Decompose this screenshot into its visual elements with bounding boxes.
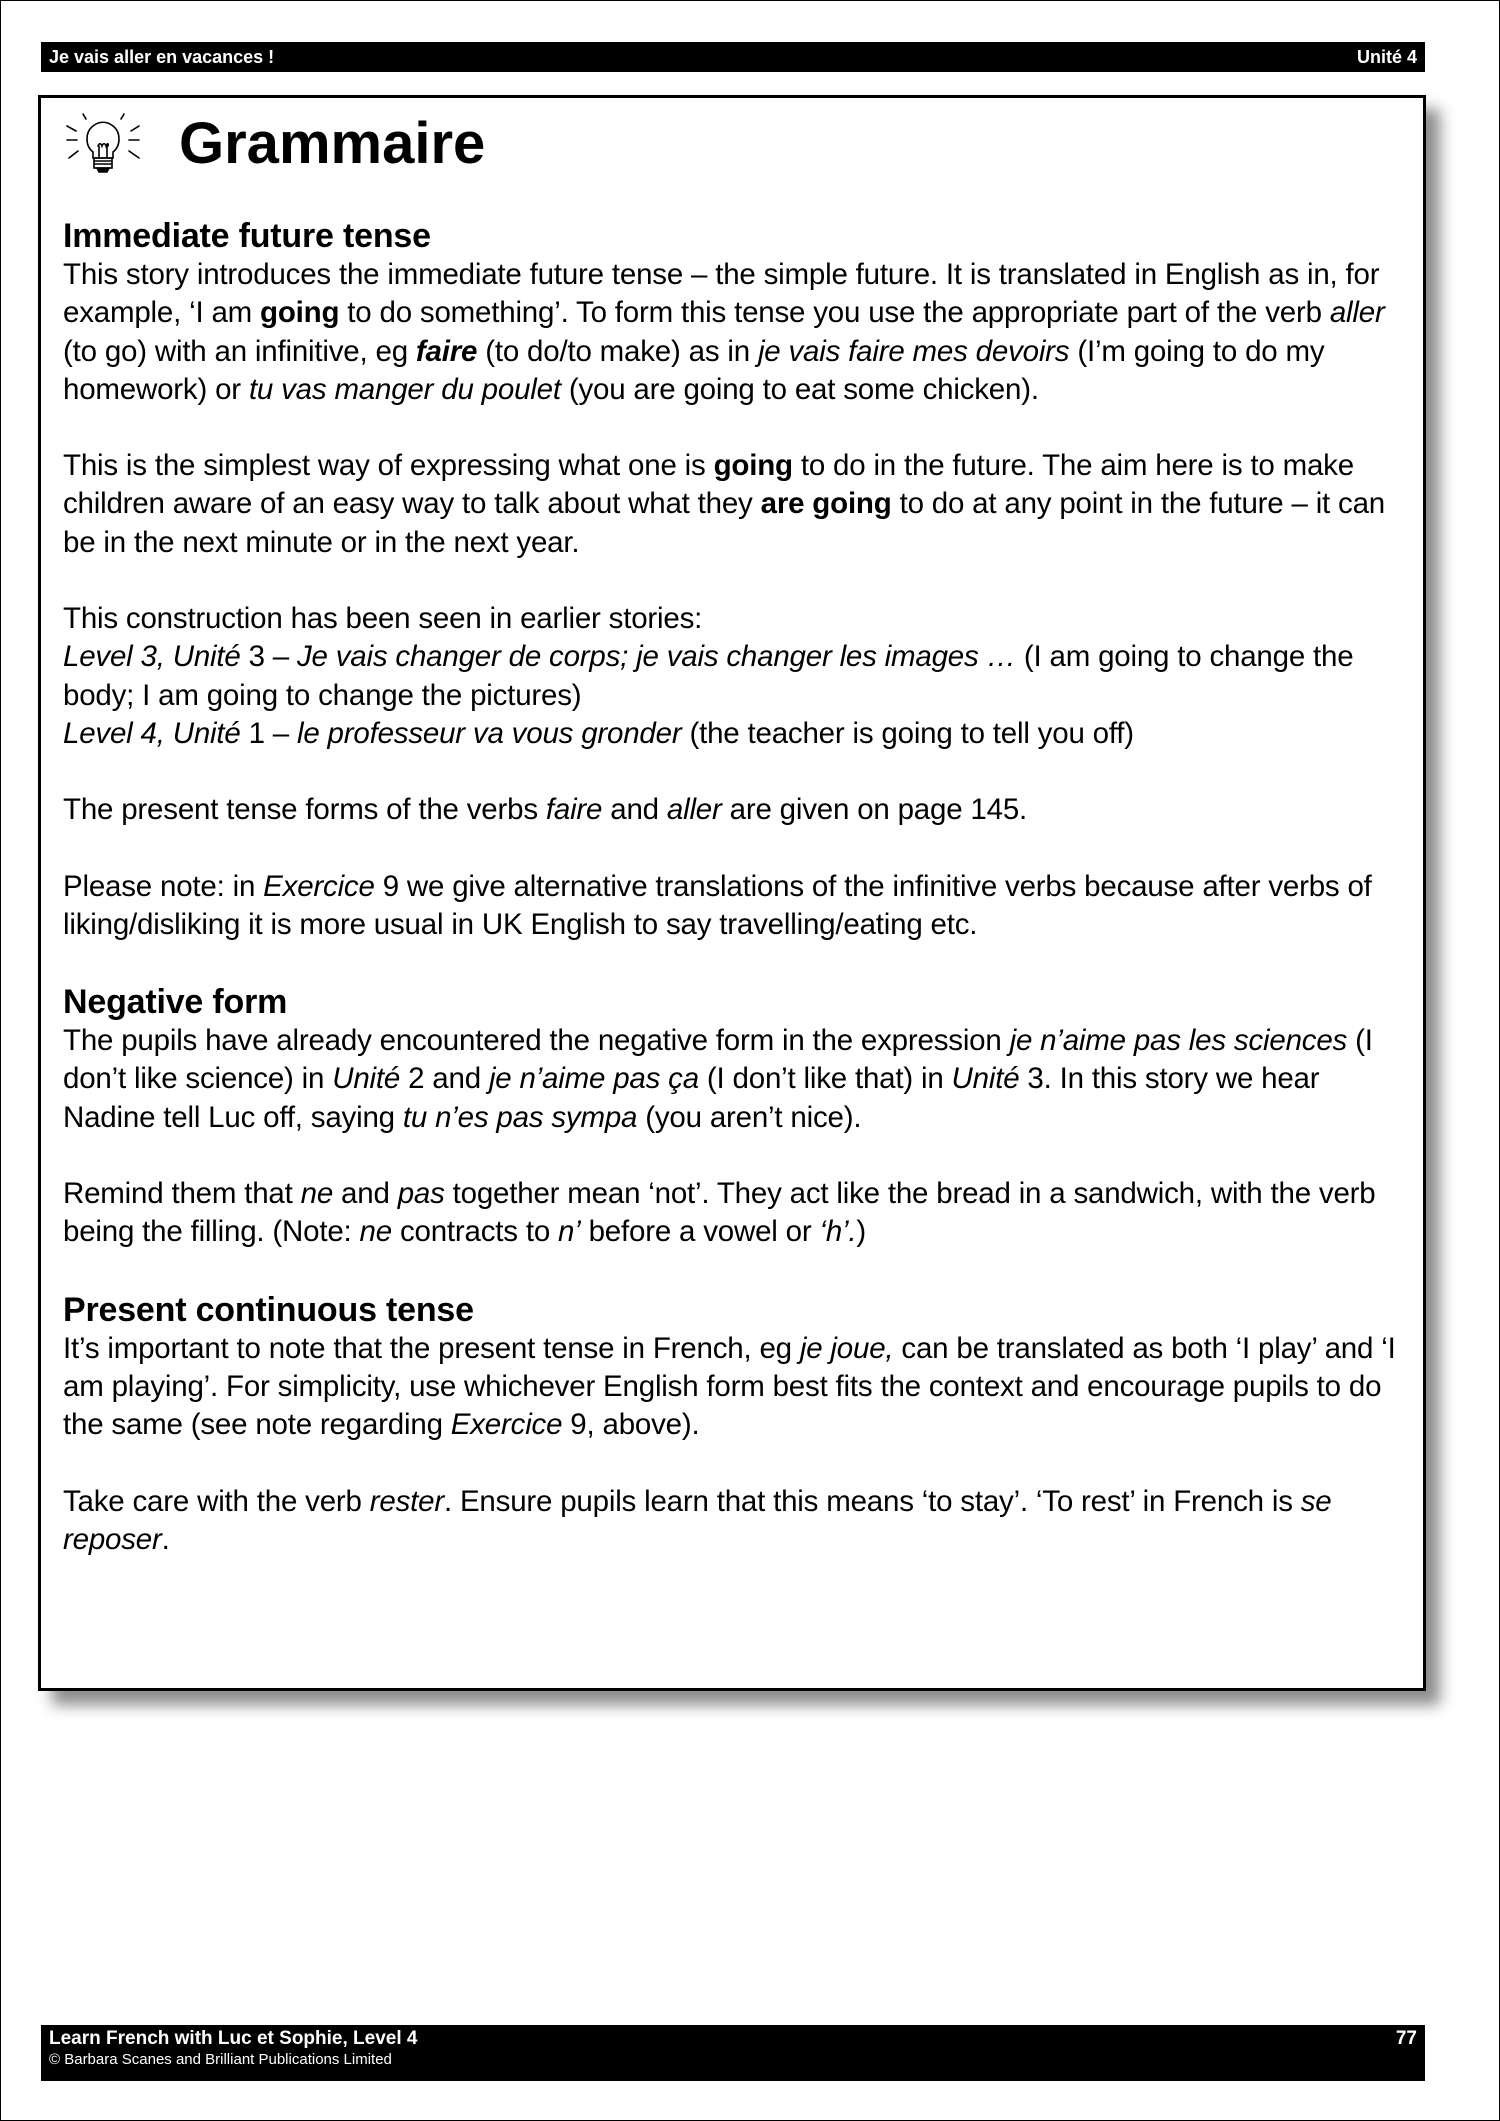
section-heading: Immediate future tense xyxy=(63,217,431,255)
paragraph: The pupils have already encountered the negative form in the expression je n’aime pas les sciences (I don’t like science) in Unité 2 and je n’aime pas ça (I don’t like that) in Unité 3. In this story we hear Nadine tell Luc off, saying tu n’es pas sympa (you aren’t nice). xyxy=(63,1024,1373,1134)
paragraph: This is the simplest way of expressing what one is going to do in the future. The aim here is to make children aware of an easy way to talk about what they are going to do at any point in the future – it can be in the next minute or in the next year. xyxy=(63,449,1386,559)
book-title: Learn French with Luc et Sophie, Level 4 xyxy=(49,2028,418,2049)
paragraph: Please note: in Exercice 9 we give alternative translations of the infinitive verbs because after verbs of liking/disliking it is more usual in UK English to say travelling/eating etc. xyxy=(63,869,1372,941)
box-title: Grammaire xyxy=(179,111,486,176)
grammar-content xyxy=(63,216,1413,1597)
paragraph: This story introduces the immediate future tense – the simple future. It is translated in English as in, for example, ‘I am going to do something’. To form this tense you use the appropriate part of the verb aller (to go) with an infinitive, eg faire (to do/to make) as in je vais faire mes devoirs (I’m going to do my homework) or tu vas manger du poulet (you are going to eat some chicken). xyxy=(63,258,1385,406)
paragraph: The present tense forms of the verbs faire and aller are given on page 145. xyxy=(63,793,1028,827)
story-title: Je vais aller en vacances ! xyxy=(49,46,275,67)
section-present-continuous xyxy=(63,1290,1413,1559)
paragraph: This construction has been seen in earlier stories: Level 3, Unité 3 – Je vais changer de corps; je vais changer les images … (I am going to change the body; I am going to change the pictures) Level 4, Unité 1 – le professeur va vous gronder (the teacher is going to tell you off) xyxy=(63,602,1354,750)
section-immediate-future xyxy=(63,216,1413,944)
running-header xyxy=(41,42,1425,72)
section-negative-form xyxy=(63,982,1413,1251)
box-header xyxy=(61,112,485,176)
page-number: 77 xyxy=(1395,2028,1417,2049)
copyright: © Barbara Scanes and Brilliant Publications Limited xyxy=(49,2051,392,2068)
grammar-box xyxy=(38,95,1426,1691)
paragraph: Remind them that ne and pas together mean ‘not’. They act like the bread in a sandwich, with the verb being the filling. (Note: ne contracts to n’ before a vowel or ‘h’.) xyxy=(63,1177,1376,1249)
unit-label: Unité 4 xyxy=(1356,46,1417,67)
lightbulb-icon xyxy=(61,112,141,176)
section-heading: Negative form xyxy=(63,983,288,1022)
paragraph: It’s important to note that the present tense in French, eg je joue, can be translated as both ‘I play’ and ‘I am playing’. For simplicity, use whichever English form best fits the context and encourage pupils to do the same (see note regarding Exercice 9, above). xyxy=(63,1331,1396,1442)
running-footer xyxy=(41,2025,1425,2081)
paragraph: Take care with the verb rester. Ensure pupils learn that this means ‘to stay’. ‘To rest’ in French is se reposer. xyxy=(63,1484,1332,1556)
section-heading: Present continuous tense xyxy=(63,1290,474,1329)
